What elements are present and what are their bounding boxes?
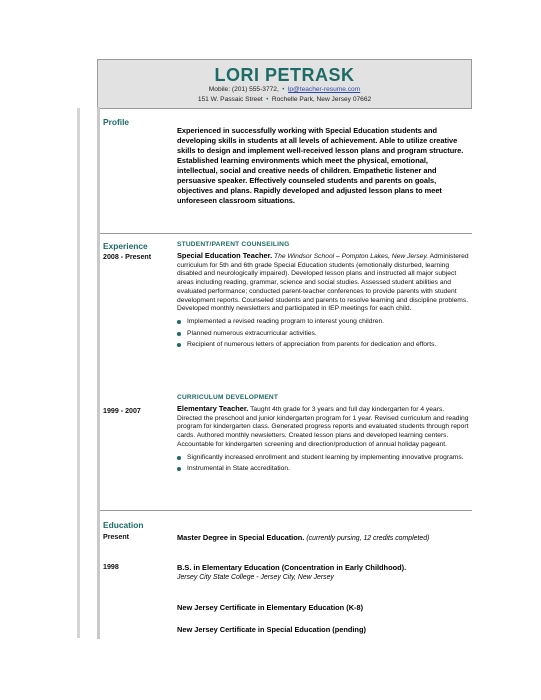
experience-heading: Experience bbox=[103, 241, 148, 251]
bullet-icon bbox=[177, 456, 181, 460]
edu-item-2 bbox=[177, 563, 469, 582]
job2-block bbox=[177, 394, 469, 477]
list-item: Planned numerous extracurricular activities. bbox=[177, 330, 469, 339]
list-item: Significantly increased enrollment and student learning by implementing innovative programs. bbox=[177, 454, 469, 463]
email-link[interactable]: lp@teacher-resume.com bbox=[287, 86, 361, 93]
job2-dates: 1999 - 2007 bbox=[103, 407, 141, 415]
list-item: Instrumental in State accreditation. bbox=[177, 465, 469, 474]
candidate-name: LORI PETRASK bbox=[214, 65, 355, 85]
job1-paragraph bbox=[177, 252, 469, 314]
job1-dates: 2008 - Present bbox=[103, 253, 152, 261]
job2-description: Taught 4th grade for 3 years and full day kindergarten for 4 years. Directed the preschool and junior kindergarten program for 1 year. Revised curriculum and reading program for kindergarten class. Generated progress reports and evaluated students through report cards. Authored monthly newsletters. Created lesson plans and developed learning centers. Accountable for kindergarten screening and direction/production of annual holiday pageant. bbox=[177, 406, 469, 448]
contact-line-1 bbox=[98, 85, 471, 95]
list-item: Recipient of numerous letters of appreciation from parents for dedication and efforts. bbox=[177, 341, 469, 350]
resume-header bbox=[97, 59, 472, 109]
address-city: Rochelle Park, New Jersey 07662 bbox=[271, 96, 372, 103]
list-item: Implemented a revised reading program to interest young children. bbox=[177, 318, 469, 327]
job1-bullets bbox=[177, 318, 469, 350]
job1-school: The Windsor School – Pompton Lakes, New Jersey. bbox=[274, 253, 429, 260]
section-divider bbox=[100, 510, 472, 511]
bullet-icon bbox=[177, 343, 181, 347]
section-column-bar bbox=[97, 107, 100, 639]
job1-block bbox=[177, 241, 469, 353]
separator-icon: • bbox=[280, 87, 287, 93]
education-heading: Education bbox=[103, 520, 144, 530]
contact-line-2 bbox=[98, 95, 471, 105]
address-street: 151 W. Passaic Street bbox=[197, 96, 263, 103]
degree-title: Master Degree in Special Education. bbox=[177, 533, 305, 542]
bullet-icon bbox=[177, 467, 181, 471]
profile-heading: Profile bbox=[103, 117, 130, 127]
edu-item-3 bbox=[177, 603, 469, 613]
job2-paragraph bbox=[177, 405, 469, 450]
section-divider bbox=[100, 233, 472, 234]
degree-school: Jersey City State College - Jersey City, New Jersey bbox=[177, 574, 334, 581]
bullet-icon bbox=[177, 320, 181, 324]
degree-title: B.S. in Elementary Education (Concentration in Early Childhood). bbox=[177, 563, 407, 572]
separator-icon: • bbox=[264, 97, 270, 103]
mobile-number: Mobile: (201) 555-3772, bbox=[208, 86, 279, 93]
job1-description: Administered curriculum for 5th and 6th grade Special Education students (emotionally disturbed, learning disabled and neurologically impaired). Developed lesson plans and instructed all major subject areas including reading, grammar, science and social studies. Assessed student abilities and evaluated performance; conducted parent-teacher conferences to provide parents with student development reports. Counseled students and parents to resolve learning and discipline problems. Developed monthly newsletters and participated in IEP meetings for each child. bbox=[177, 253, 469, 313]
edu-item-1 bbox=[177, 533, 469, 544]
edu-date-2: 1998 bbox=[103, 563, 119, 571]
certificate-title: New Jersey Certificate in Special Education (pending) bbox=[177, 625, 366, 634]
job2-bullets bbox=[177, 454, 469, 474]
profile-text: Experienced in successfully working with Special Education students and developing skills in students at all levels of achievement. Able to utilize creative skills to design and implement well-received lesson plans and program structure. Established learning environments which meet the physical, emotional, intellectual, social and creative needs of children. Empathetic listener and persuasive speaker. Effectively counseled students and parents on goals, objectives and plans. Rapidly developed and adjusted lesson plans to meet unforeseen classroom situations. bbox=[177, 126, 464, 205]
job1-category: STUDENT/PARENT COUNSEILING bbox=[177, 241, 290, 248]
left-margin-bar bbox=[77, 108, 80, 638]
bullet-icon bbox=[177, 332, 181, 336]
certificate-title: New Jersey Certificate in Elementary Education (K-8) bbox=[177, 603, 364, 612]
job1-title: Special Education Teacher. bbox=[177, 251, 273, 260]
edu-date-1: Present bbox=[103, 533, 130, 541]
job2-title: Elementary Teacher. bbox=[177, 404, 249, 413]
degree-note: (currently pursing, 12 credits completed) bbox=[306, 535, 430, 542]
edu-item-4 bbox=[177, 625, 469, 635]
job2-category: CURRICULUM DEVELOPMENT bbox=[177, 394, 279, 401]
